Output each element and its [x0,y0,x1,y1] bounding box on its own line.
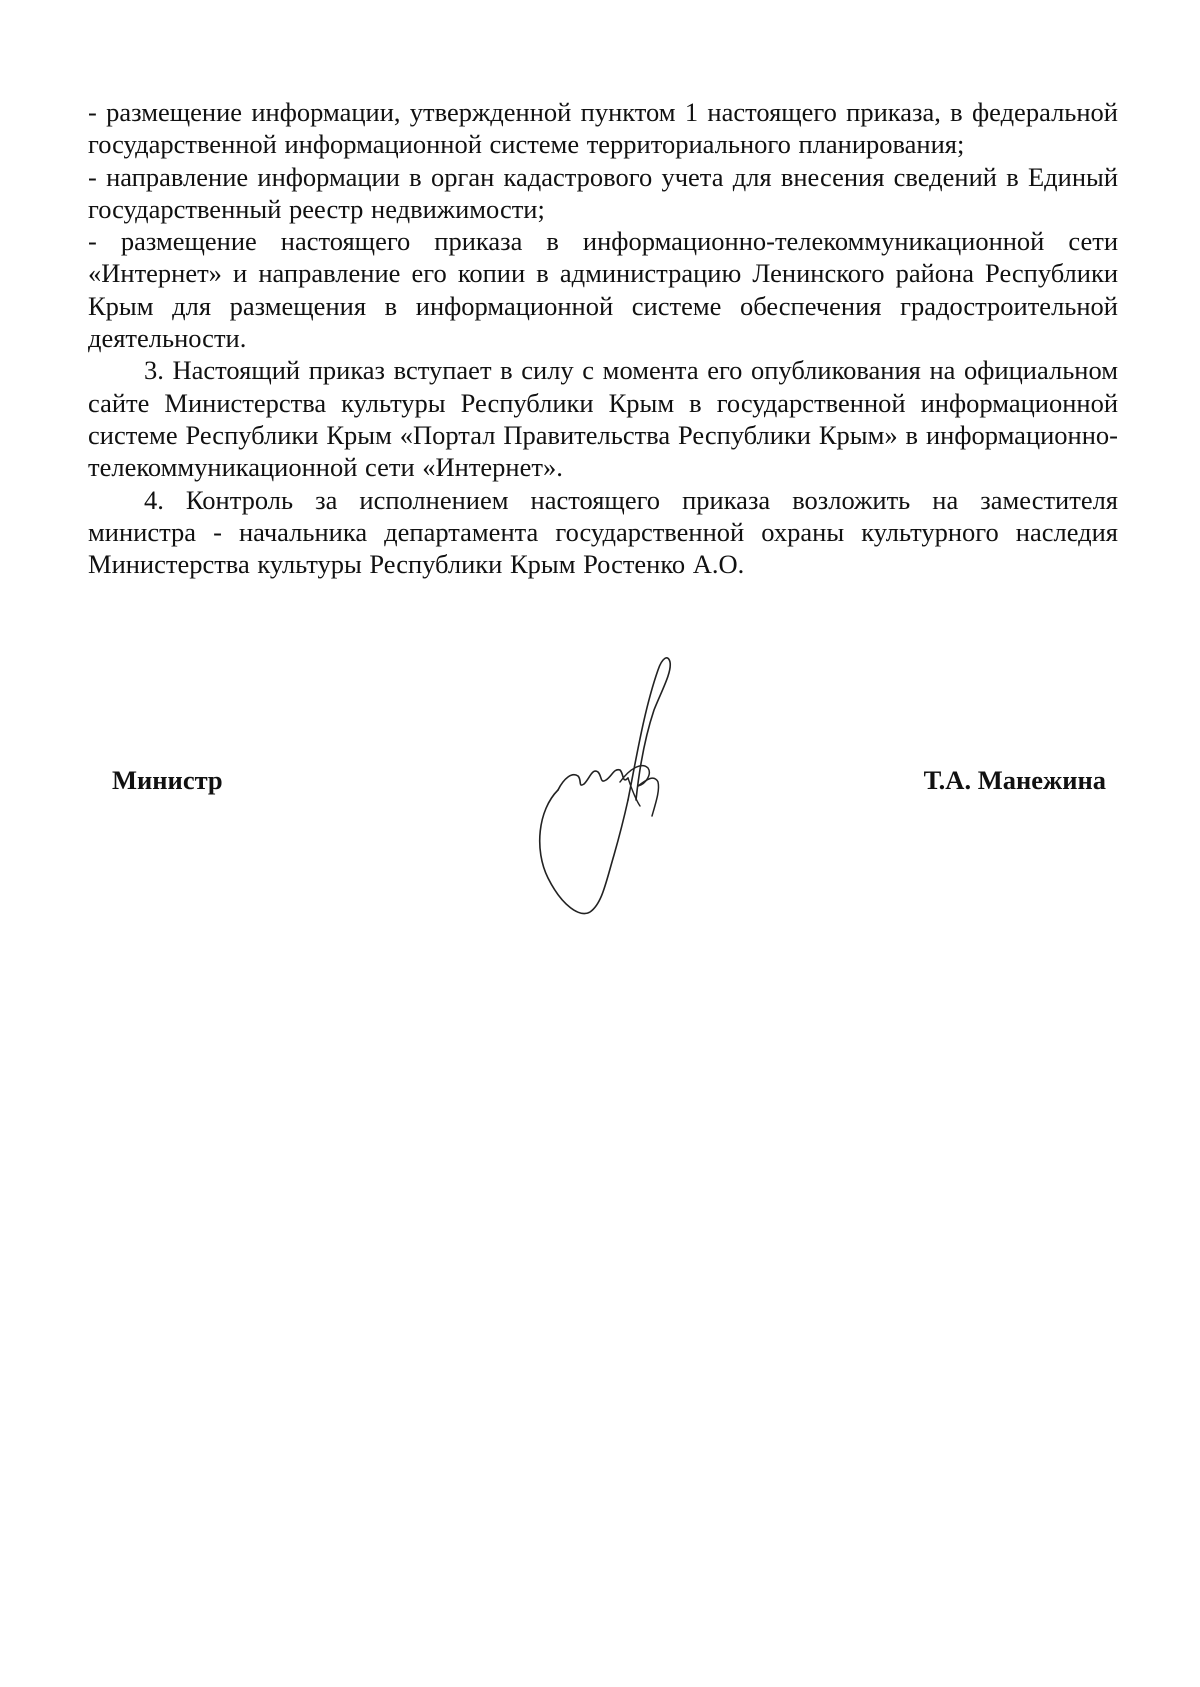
paragraph-bullet-cadastral-registry: - направление информации в орган кадастрового учета для внесения сведений в Единый государственный реестр недвижимости; [88,161,1118,224]
handwritten-signature [528,650,728,920]
signatory-role: Министр [112,765,223,795]
paragraph-item-3-entry-into-force: 3. Настоящий приказ вступает в силу с момента его опубликования на официальном сайте Министерства культуры Республики Крым в государственной информационной системе Республики Крым «Портал Правительства Республики Крым» в информационно-телекоммуникационной сети «Интернет». [88,355,1118,483]
paragraph-bullet-publication-fgis: - размещение информации, утвержденной пунктом 1 настоящего приказа, в федеральной государственной информационной системе территориального планирования; [88,97,1118,160]
document-body [88,96,1118,580]
paragraph-item-4-control: 4. Контроль за исполнением настоящего приказа возложить на заместителя министра - начальника департамента государственной охраны культурного наследия Министерства культуры Республики Крым Ростенко А.О. [88,484,1118,580]
paragraph-bullet-internet-publication: - размещение настоящего приказа в информационно-телекоммуникационной сети «Интернет» и направление его копии в администрацию Ленинского района Республики Крым для размещения в информационной системе обеспечения градостроительной деятельности. [88,226,1118,354]
signatory-name: Т.А. Манежина [923,765,1106,795]
signature-block [0,640,1200,940]
